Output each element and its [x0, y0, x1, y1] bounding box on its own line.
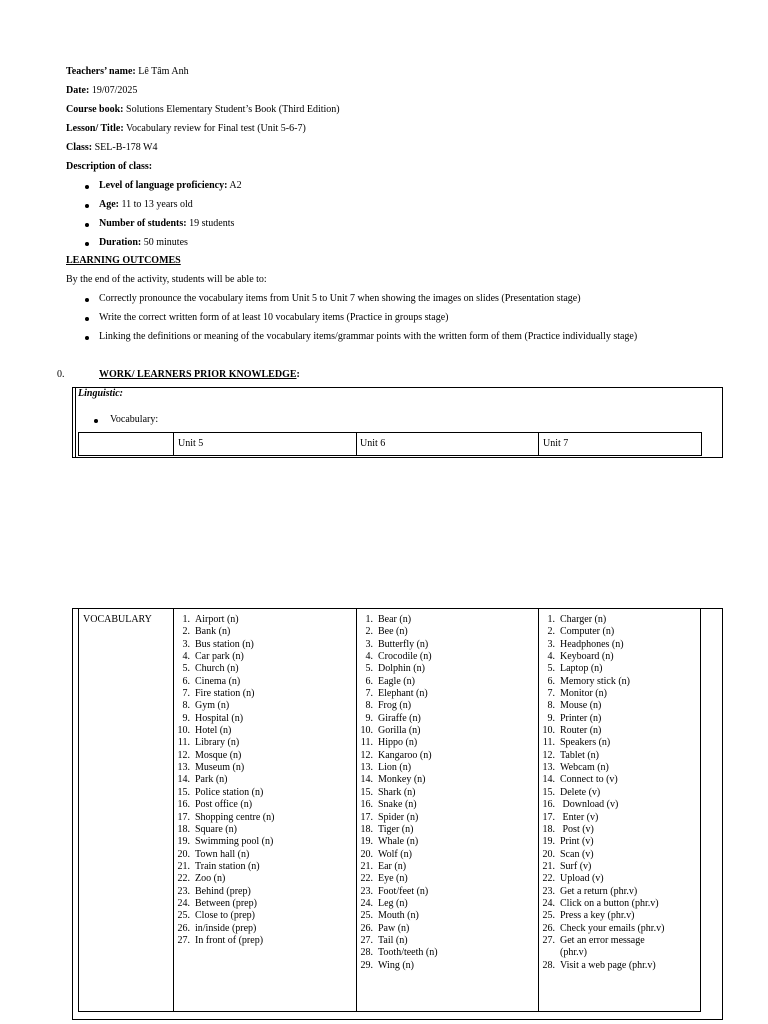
vocab-number: 23.	[177, 885, 190, 897]
vocab-text: Click on a button (phr.v)	[560, 897, 659, 909]
vocab-text: Museum (n)	[195, 762, 245, 774]
vocab-number: 15.	[360, 786, 373, 798]
vocab-item	[539, 824, 664, 836]
vocab-text: Square (n)	[195, 823, 237, 835]
vocab-number: 28.	[360, 947, 373, 959]
vocab-number: 29.	[360, 959, 373, 971]
vocab-text: Mouse (n)	[560, 700, 602, 712]
vocab-item	[174, 886, 274, 898]
vocab-number: 25.	[177, 910, 190, 922]
vocab-number: 21.	[360, 860, 373, 872]
vocab-number: 24.	[360, 897, 373, 909]
vocab-item	[539, 960, 664, 972]
vocab-item	[539, 812, 664, 824]
vocab-number: 1.	[547, 614, 555, 625]
prior-knowledge-title: WORK/ LEARNERS PRIOR KNOWLEDGE:	[99, 369, 300, 380]
vocab-text: Headphones (n)	[560, 638, 624, 650]
vocab-item	[539, 910, 664, 922]
vocab-item	[174, 688, 274, 700]
vocab-number: 19.	[542, 836, 555, 848]
vocab-item	[357, 688, 438, 700]
vocab-item	[539, 787, 664, 799]
vocab-text: Paw (n)	[378, 922, 410, 934]
vocab-text: Butterfly (n)	[378, 638, 429, 650]
vocab-number: 1.	[182, 614, 190, 625]
vocab-item	[174, 700, 274, 712]
vocab-item	[539, 774, 664, 786]
vocab-item	[357, 663, 438, 675]
vocab-text: Enter (v)	[560, 811, 599, 823]
vocab-text: Press a key (phr.v)	[560, 910, 635, 922]
vocab-item	[539, 898, 664, 910]
vocab-number: 18.	[177, 823, 190, 835]
vocab-item	[539, 923, 664, 935]
vocab-text: Train station (n)	[195, 860, 260, 872]
vocab-item	[539, 700, 664, 712]
vocab-text: Webcam (n)	[560, 762, 609, 774]
vocab-number: 12.	[177, 749, 190, 761]
vocab-text: Church (n)	[195, 663, 239, 675]
vocab-text: (phr.v)	[560, 947, 587, 959]
vocab-number: 10.	[177, 725, 190, 737]
vocab-item	[174, 824, 274, 836]
vocab-number: 8.	[365, 700, 373, 712]
vocab-text: Bank (n)	[195, 626, 231, 638]
vocab-number: 24.	[542, 897, 555, 909]
vocab-number: 20.	[542, 848, 555, 860]
vocab-text: Town hall (n)	[195, 848, 250, 860]
vocab-text: Keyboard (n)	[560, 651, 614, 663]
vocab-text: Behind (prep)	[195, 885, 251, 897]
unit-5-header: Unit 5	[178, 438, 204, 449]
vocab-number: 13.	[177, 762, 190, 774]
vocab-text: Tooth/teeth (n)	[378, 947, 438, 959]
bullet-icon	[85, 336, 89, 340]
unit-7-vocab-list	[539, 614, 664, 972]
vocab-item	[539, 947, 664, 959]
vocab-number: 4.	[365, 651, 373, 663]
vocab-item	[174, 737, 274, 749]
vocab-item	[174, 663, 274, 675]
vocab-item	[174, 836, 274, 848]
vocab-item	[539, 762, 664, 774]
vocab-number: 10.	[542, 725, 555, 737]
vocab-item	[357, 750, 438, 762]
vocab-text: Between (prep)	[195, 897, 257, 909]
vocab-text: Monkey (n)	[378, 774, 426, 786]
vocab-item	[174, 774, 274, 786]
bullet-icon	[94, 419, 98, 423]
vocab-text: Bee (n)	[378, 626, 408, 638]
bullet-icon	[85, 185, 89, 189]
vocab-number: 3.	[547, 638, 555, 650]
vocab-item	[357, 935, 438, 947]
vocab-number: 24.	[177, 897, 190, 909]
vocab-number: 22.	[542, 873, 555, 885]
desc-duration: Duration: 50 minutes	[99, 237, 188, 248]
vocab-item	[357, 812, 438, 824]
bullet-icon	[85, 223, 89, 227]
vocab-text: Shark (n)	[378, 786, 416, 798]
vocab-text: Shopping centre (n)	[195, 811, 275, 823]
bullet-icon	[85, 317, 89, 321]
vocab-number: 19.	[360, 836, 373, 848]
description-heading: Description of class:	[66, 161, 153, 172]
vocab-item	[539, 849, 664, 861]
unit-5-vocab-list	[174, 614, 274, 947]
vocab-number: 28.	[542, 959, 555, 971]
vocab-item	[357, 762, 438, 774]
vocab-number: 7.	[182, 688, 190, 700]
vocab-text: Tail (n)	[378, 934, 408, 946]
vocab-text: Police station (n)	[195, 786, 264, 798]
vocab-number: 14.	[542, 774, 555, 786]
vocab-number: 6.	[365, 675, 373, 687]
table-border	[356, 433, 357, 455]
vocab-text: Get an error message	[560, 934, 645, 946]
vocab-number: 17.	[542, 811, 555, 823]
vocab-text: Close to (prep)	[195, 910, 255, 922]
vocab-item	[357, 910, 438, 922]
vocab-number: 18.	[542, 823, 555, 835]
unit-7-header: Unit 7	[543, 438, 569, 449]
vocab-item	[539, 935, 664, 947]
vocab-text: Post office (n)	[195, 799, 253, 811]
vocab-item	[174, 614, 274, 626]
vocab-text: Kangaroo (n)	[378, 749, 432, 761]
course-book: Course book: Solutions Elementary Student’s Book (Third Edition)	[66, 104, 340, 115]
vocab-text: Computer (n)	[560, 626, 615, 638]
vocab-item	[174, 750, 274, 762]
vocab-text: Memory stick (n)	[560, 675, 630, 687]
vocab-text: Frog (n)	[378, 700, 412, 712]
vocab-number: 13.	[360, 762, 373, 774]
vocab-number: 9.	[365, 712, 373, 724]
vocab-item	[357, 873, 438, 885]
vocab-item	[357, 836, 438, 848]
vocab-item	[357, 651, 438, 663]
vocab-item	[174, 935, 274, 947]
vocab-number: 15.	[542, 786, 555, 798]
vocab-text: Router (n)	[560, 725, 602, 737]
vocab-item	[357, 639, 438, 651]
vocab-item	[539, 614, 664, 626]
vocab-text: Printer (n)	[560, 712, 602, 724]
vocab-text: Cinema (n)	[195, 675, 241, 687]
vocab-item	[539, 750, 664, 762]
vocab-text: Gym (n)	[195, 700, 230, 712]
vocab-item	[357, 923, 438, 935]
vocab-text: Mouth (n)	[378, 910, 419, 922]
vocab-number: 2.	[365, 626, 373, 638]
vocab-number: 6.	[547, 675, 555, 687]
vocab-text: Download (v)	[560, 799, 619, 811]
vocab-text: Wolf (n)	[378, 848, 412, 860]
table-border	[173, 433, 174, 455]
unit-6-vocab-list	[357, 614, 438, 972]
outcome-item: Correctly pronounce the vocabulary items from Unit 5 to Unit 7 when showing the images on slides (Presentation stage)	[99, 293, 581, 304]
vocab-item	[357, 886, 438, 898]
vocab-text: Connect to (v)	[560, 774, 618, 786]
vocab-number: 16.	[360, 799, 373, 811]
vocab-number: 4.	[547, 651, 555, 663]
vocab-text: Post (v)	[560, 823, 594, 835]
vocab-item	[357, 960, 438, 972]
vocab-item	[357, 725, 438, 737]
vocab-number: 17.	[177, 811, 190, 823]
vocab-text: Airport (n)	[195, 614, 239, 625]
vocab-text: Check your emails (phr.v)	[560, 922, 665, 934]
vocab-item	[357, 737, 438, 749]
vocab-item	[539, 713, 664, 725]
vocab-text: Eye (n)	[378, 873, 408, 885]
vocab-text: Crocodile (n)	[378, 651, 432, 663]
table-border	[700, 609, 701, 1012]
vocab-item	[539, 639, 664, 651]
vocab-text: Park (n)	[195, 774, 228, 786]
vocab-text: Mosque (n)	[195, 749, 242, 761]
vocabulary-bullet: Vocabulary:	[110, 414, 159, 425]
class-name: Class: SEL-B-178 W4	[66, 142, 158, 153]
desc-level: Level of language proficiency: A2	[99, 180, 242, 191]
vocab-text: Charger (n)	[560, 614, 607, 625]
vocab-item	[357, 824, 438, 836]
vocab-text: Library (n)	[195, 737, 240, 749]
vocab-number: 7.	[365, 688, 373, 700]
vocab-text: Hospital (n)	[195, 712, 244, 724]
vocab-item	[357, 676, 438, 688]
vocab-text: Whale (n)	[378, 836, 419, 848]
vocab-number: 20.	[177, 848, 190, 860]
vocab-item	[539, 676, 664, 688]
vocab-text: Scan (v)	[560, 848, 594, 860]
unit-6-header: Unit 6	[360, 438, 386, 449]
table-border	[78, 1011, 701, 1012]
vocab-item	[174, 812, 274, 824]
vocab-text: Foot/feet (n)	[378, 885, 429, 897]
outcomes-intro: By the end of the activity, students will be able to:	[66, 274, 267, 285]
vocab-item	[539, 861, 664, 873]
vocab-text: Hotel (n)	[195, 725, 232, 737]
vocab-number: 26.	[542, 922, 555, 934]
vocab-text: Speakers (n)	[560, 737, 611, 749]
vocab-number: 3.	[365, 638, 373, 650]
vocab-text: Delete (v)	[560, 786, 601, 798]
vocab-number: 11.	[360, 737, 373, 749]
vocab-number: 21.	[542, 860, 555, 872]
vocab-item	[174, 799, 274, 811]
vocab-item	[357, 787, 438, 799]
vocab-item	[174, 639, 274, 651]
vocab-text: Giraffe (n)	[378, 712, 421, 724]
vocab-item	[357, 799, 438, 811]
vocab-number: 17.	[360, 811, 373, 823]
vocab-text: Snake (n)	[378, 799, 417, 811]
vocab-text: Zoo (n)	[195, 873, 226, 885]
vocab-number: 3.	[182, 638, 190, 650]
vocab-item	[539, 688, 664, 700]
vocab-number: 23.	[360, 885, 373, 897]
vocab-number: 22.	[177, 873, 190, 885]
vocab-number: 27.	[177, 934, 190, 946]
vocab-number: 22.	[360, 873, 373, 885]
bullet-icon	[85, 298, 89, 302]
vocab-text: Eagle (n)	[378, 675, 415, 687]
vocab-item	[357, 614, 438, 626]
vocab-number: 9.	[547, 712, 555, 724]
vocab-text: Monitor (n)	[560, 688, 607, 700]
date: Date: 19/07/2025	[66, 85, 138, 96]
bullet-icon	[85, 242, 89, 246]
vocab-item	[357, 700, 438, 712]
vocab-text: Gorilla (n)	[378, 725, 421, 737]
vocab-text: Bus station (n)	[195, 638, 254, 650]
vocab-text: Elephant (n)	[378, 688, 428, 700]
vocab-item	[174, 762, 274, 774]
outcome-item: Write the correct written form of at least 10 vocabulary items (Practice in groups stage)	[99, 312, 449, 323]
vocab-number: 2.	[547, 626, 555, 638]
vocab-number: 21.	[177, 860, 190, 872]
vocab-item	[174, 849, 274, 861]
vocab-item	[174, 725, 274, 737]
vocab-item	[539, 873, 664, 885]
vocab-text: Upload (v)	[560, 873, 604, 885]
vocab-number: 2.	[182, 626, 190, 638]
vocab-number: 8.	[182, 700, 190, 712]
table-border	[78, 609, 79, 1012]
vocab-text: Spider (n)	[378, 811, 419, 823]
vocab-item	[539, 725, 664, 737]
vocab-number: 19.	[177, 836, 190, 848]
vocab-number: 27.	[542, 934, 555, 946]
vocab-number: 5.	[182, 663, 190, 675]
vocab-text: Visit a web page (phr.v)	[560, 959, 656, 971]
outcome-item: Linking the definitions or meaning of the vocabulary items/grammar points with the written form of them (Practice individually stage)	[99, 331, 638, 342]
vocab-number: 27.	[360, 934, 373, 946]
vocab-item	[174, 861, 274, 873]
vocab-number: 1.	[365, 614, 373, 625]
vocab-number: 16.	[542, 799, 555, 811]
vocab-number: 20.	[360, 848, 373, 860]
vocab-text: Wing (n)	[378, 959, 414, 971]
vocab-text: Get a return (phr.v)	[560, 885, 638, 897]
vocab-item	[357, 861, 438, 873]
vocab-item	[357, 849, 438, 861]
vocab-item	[539, 886, 664, 898]
vocab-number: 14.	[177, 774, 190, 786]
vocab-item	[174, 713, 274, 725]
vocab-text: Dolphin (n)	[378, 663, 425, 675]
unit-header-row	[78, 432, 702, 456]
vocab-number: 7.	[547, 688, 555, 700]
vocab-text: in/inside (prep)	[195, 922, 257, 934]
vocab-item	[174, 787, 274, 799]
vocab-number: 18.	[360, 823, 373, 835]
vocab-text: Car park (n)	[195, 651, 244, 663]
vocab-number: 6.	[182, 675, 190, 687]
vocab-text: Laptop (n)	[560, 663, 603, 675]
vocab-item	[357, 947, 438, 959]
section-number: 0.	[57, 369, 65, 380]
vocab-text: Swimming pool (n)	[195, 836, 274, 848]
vocab-text: Surf (v)	[560, 860, 592, 872]
vocab-item	[357, 898, 438, 910]
desc-students: Number of students: 19 students	[99, 218, 235, 229]
vocab-number: 25.	[542, 910, 555, 922]
vocab-text: Bear (n)	[378, 614, 412, 625]
vocab-number: 23.	[542, 885, 555, 897]
learning-outcomes-title: LEARNING OUTCOMES	[66, 255, 181, 266]
vocab-item	[539, 799, 664, 811]
vocab-item	[357, 774, 438, 786]
vocab-item	[174, 651, 274, 663]
vocab-number: 4.	[182, 651, 190, 663]
vocab-item	[539, 737, 664, 749]
vocab-item	[174, 626, 274, 638]
vocab-number: 14.	[360, 774, 373, 786]
vocab-number: 13.	[542, 762, 555, 774]
vocab-number: 12.	[360, 749, 373, 761]
vocab-number: 11.	[542, 737, 555, 749]
vocab-item	[539, 836, 664, 848]
vocab-number: 26.	[360, 922, 373, 934]
vocab-item	[539, 626, 664, 638]
vocab-item	[539, 663, 664, 675]
vocab-number: 26.	[177, 922, 190, 934]
vocab-item	[357, 626, 438, 638]
vocab-item	[174, 923, 274, 935]
desc-age: Age: 11 to 13 years old	[99, 199, 193, 210]
vocab-text: Hippo (n)	[378, 737, 418, 749]
vocab-number: 10.	[360, 725, 373, 737]
vocab-text: Fire station (n)	[195, 688, 255, 700]
table-border	[75, 388, 76, 457]
vocab-item	[174, 676, 274, 688]
vocab-text: Tiger (n)	[378, 823, 414, 835]
vocab-number: 5.	[365, 663, 373, 675]
vocab-text: In front of (prep)	[195, 934, 264, 946]
vocab-number: 11.	[177, 737, 190, 749]
vocab-text: Print (v)	[560, 836, 594, 848]
vocabulary-row-label: VOCABULARY	[83, 614, 152, 625]
linguistic-label: Linguistic:	[78, 388, 124, 399]
vocab-text: Tablet (n)	[560, 749, 600, 761]
vocab-item	[174, 873, 274, 885]
vocab-item	[539, 651, 664, 663]
vocab-item	[174, 898, 274, 910]
vocab-item	[174, 910, 274, 922]
bullet-icon	[85, 204, 89, 208]
vocab-number: 15.	[177, 786, 190, 798]
table-border	[538, 433, 539, 455]
teacher-name: Teachers’ name: Lê Tâm Anh	[66, 66, 189, 77]
vocab-item	[357, 713, 438, 725]
lesson-title: Lesson/ Title: Vocabulary review for Final test (Unit 5-6-7)	[66, 123, 306, 134]
vocab-number: 8.	[547, 700, 555, 712]
vocab-number: 12.	[542, 749, 555, 761]
vocab-number: 25.	[360, 910, 373, 922]
vocab-text: Leg (n)	[378, 897, 408, 909]
vocab-number: 9.	[182, 712, 190, 724]
vocab-text: Lion (n)	[378, 762, 412, 774]
vocab-number: 16.	[177, 799, 190, 811]
vocab-text: Ear (n)	[378, 860, 407, 872]
vocab-number: 5.	[547, 663, 555, 675]
